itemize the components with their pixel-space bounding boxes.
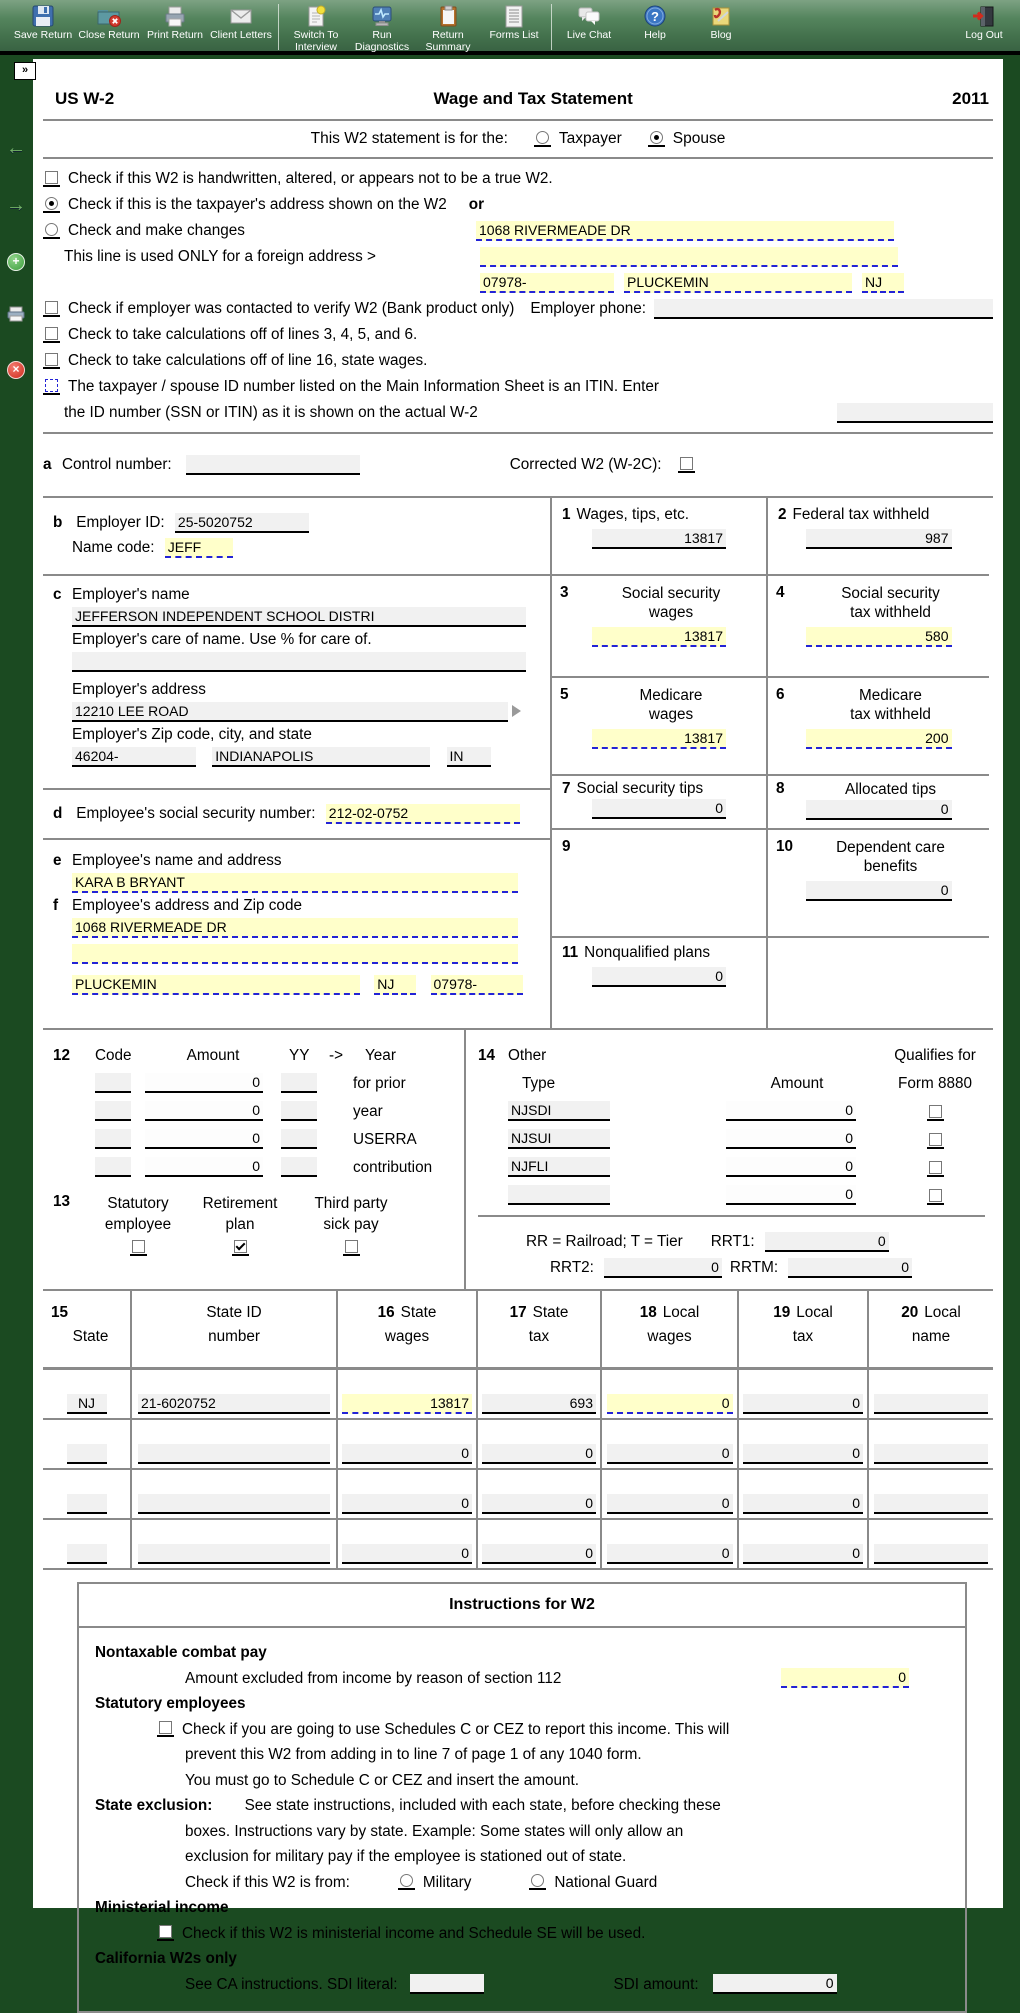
return-summary-button[interactable]: Return Summary bbox=[415, 3, 481, 54]
employer-phone-field[interactable] bbox=[654, 299, 993, 319]
state-wages-field[interactable]: 0 bbox=[342, 1494, 472, 1514]
box14-amount-field[interactable]: 0 bbox=[726, 1101, 856, 1121]
local-tax-field[interactable]: 0 bbox=[743, 1544, 863, 1564]
w2-address-field[interactable]: 1068 RIVERMEADE DR bbox=[476, 221, 894, 241]
calc-lines-checkbox[interactable] bbox=[43, 327, 60, 343]
statement-for-label: This W2 statement is for the: bbox=[310, 130, 508, 147]
logout-icon bbox=[954, 3, 1014, 30]
local-wages-field[interactable]: 0 bbox=[607, 1444, 733, 1464]
delete-form-icon[interactable]: × bbox=[5, 360, 27, 379]
employee-name-field[interactable]: KARA B BRYANT bbox=[72, 873, 518, 893]
interview-icon bbox=[283, 3, 349, 30]
itin-id-field[interactable] bbox=[837, 403, 993, 423]
box-4: 4 Social security tax withheld 580 bbox=[768, 576, 989, 678]
employee-address-field[interactable]: 1068 RIVERMEADE DR bbox=[72, 918, 518, 938]
state-field[interactable] bbox=[67, 1544, 107, 1564]
box1-wages-field[interactable]: 13817 bbox=[592, 529, 726, 549]
military-radio[interactable] bbox=[398, 1874, 415, 1890]
form-year: 2011 bbox=[952, 89, 989, 108]
spouse-option[interactable]: Spouse bbox=[648, 130, 726, 148]
rrt1-field[interactable]: 0 bbox=[765, 1232, 889, 1252]
box12-amount-field[interactable]: 0 bbox=[145, 1129, 263, 1149]
folder-close-icon bbox=[76, 3, 142, 30]
spouse-radio[interactable] bbox=[648, 131, 665, 147]
diagnostics-icon bbox=[349, 3, 415, 30]
state-local-table bbox=[43, 1291, 993, 1570]
box-13: 13 Statutory employee Retirement plan Third party sick pay bbox=[53, 1193, 464, 1256]
local-wages-field[interactable]: 0 bbox=[607, 1394, 733, 1414]
box-e-f: e Employee's name and address KARA B BRYANT f Employee's address and Zip code 1068 RIVERMEADE DR PLUCKEMIN NJ 07978- bbox=[43, 840, 550, 1026]
taxpayer-address-radio[interactable] bbox=[43, 197, 60, 213]
add-form-icon[interactable]: + bbox=[5, 252, 27, 271]
retirement-plan-option: Retirement plan bbox=[189, 1193, 291, 1256]
svg-text:?: ? bbox=[651, 9, 659, 24]
local-name-field[interactable] bbox=[874, 1494, 988, 1514]
box-d: d Employee's social security number: 212-02-0752 bbox=[43, 790, 550, 840]
help-button[interactable]: ? Help bbox=[622, 3, 688, 42]
w2-city-field[interactable]: PLUCKEMIN bbox=[624, 273, 852, 293]
nav-forward-icon[interactable]: → bbox=[6, 194, 26, 216]
box12-code-field[interactable] bbox=[95, 1101, 131, 1121]
toolbar-separator bbox=[278, 4, 279, 50]
rrt2-field[interactable]: 0 bbox=[604, 1258, 722, 1278]
name-code-field[interactable]: JEFF bbox=[165, 538, 233, 558]
local-name-field[interactable] bbox=[874, 1544, 988, 1564]
log-out-button[interactable]: Log Out bbox=[954, 3, 1014, 42]
itin-checkbox[interactable] bbox=[43, 379, 60, 395]
state-field[interactable] bbox=[67, 1494, 107, 1514]
local-tax-field[interactable]: 0 bbox=[743, 1394, 863, 1414]
box14-type-field[interactable]: NJSUI bbox=[508, 1129, 610, 1149]
railroad-section: RR = Railroad; T = Tier RRT1: 0 RRT2: 0 RRTM: 0 bbox=[478, 1215, 985, 1281]
sdi-amount-field[interactable]: 0 bbox=[713, 1974, 837, 1994]
employee-zip-field[interactable]: 07978- bbox=[431, 975, 523, 995]
handwritten-checkbox[interactable] bbox=[43, 171, 60, 187]
state-tax-field[interactable]: 0 bbox=[482, 1494, 596, 1514]
top-check-section: Check if this W2 is handwritten, altered, or appears not to be a true W2. Check if this is the taxpayer's address shown on the W2 or Check and make changes 1068 RIVERMEADE DR This line is used ONLY for a foreign address > 07978- PLUCKEMIN NJ Check if employer was contacted to verify W2 (Bank product only) Employer phone: Check to take calculations off of lines 3, 4, 5, and 6. Check to take calculations off of line 16, state wages. The taxpayer / spouse ID number listed on the Main Information Sheet is an ITIN. Enter the ID number (SSN or ITIN) as it is shown on the actual W-2 bbox=[33, 159, 1003, 432]
employer-city-field[interactable]: INDIANAPOLIS bbox=[212, 747, 430, 767]
taxpayer-radio[interactable] bbox=[534, 131, 551, 147]
print-page-icon[interactable] bbox=[5, 306, 27, 327]
california-heading: California W2s only bbox=[95, 1950, 237, 1967]
employee-state-field[interactable]: NJ bbox=[374, 975, 416, 995]
state-id-field[interactable] bbox=[138, 1444, 330, 1464]
box4-ss-tax-field[interactable]: 580 bbox=[806, 627, 952, 647]
box14-amount-field[interactable]: 0 bbox=[726, 1129, 856, 1149]
control-number-row: a Control number: Corrected W2 (W-2C): bbox=[33, 434, 1003, 496]
instructions-title: Instructions for W2 bbox=[79, 1584, 965, 1628]
employer-state-field[interactable]: IN bbox=[447, 747, 491, 767]
instructions-box: Instructions for W2 Nontaxable combat pay Amount excluded from income by reason of section 112 0 Statutory employees Check if you are going to use Schedules C or CEZ to report this income. This will prevent this W2 from adding in to line 7 of page 1 of any 1040 form. You must go to Schedule C or CEZ and insert the amount. State exclusion: See state instructions, included with each state, before checking these boxes. Instructions vary by state. Example: Some states will only allow an exclusion for military pay if the employee is stationed out of state. Check if this W2 is from: Military National Guard Ministerial income Check if this W2 is ministerial income and Schedule SE will be used. California W2s only See CA instructions. SDI literal: SDI amount: 0 bbox=[77, 1582, 967, 2013]
state-tax-field[interactable]: 0 bbox=[482, 1544, 596, 1564]
foreign-address-field[interactable] bbox=[480, 247, 898, 267]
box-11: 11 Nonqualified plans 0 bbox=[552, 938, 766, 1028]
box-7: 7 Social security tips 0 bbox=[552, 776, 766, 830]
box-9: 9 bbox=[552, 830, 766, 938]
form-id: US W-2 bbox=[55, 89, 115, 108]
forms-list-icon bbox=[481, 3, 547, 30]
w2-form bbox=[33, 59, 1003, 1993]
box12-yy-field[interactable] bbox=[281, 1157, 317, 1177]
save-return-button[interactable]: Save Return bbox=[10, 3, 76, 42]
local-name-field[interactable] bbox=[874, 1444, 988, 1464]
state-id-field[interactable]: 21-6020752 bbox=[138, 1394, 330, 1414]
state-id-field[interactable] bbox=[138, 1544, 330, 1564]
combat-pay-heading: Nontaxable combat pay bbox=[95, 1644, 267, 1661]
corrected-w2-checkbox[interactable] bbox=[678, 457, 695, 473]
form-header bbox=[33, 59, 1003, 119]
third-party-sick-pay-checkbox[interactable] bbox=[343, 1240, 360, 1256]
local-name-field[interactable] bbox=[874, 1394, 988, 1414]
box6-medicare-tax-field[interactable]: 200 bbox=[806, 729, 952, 749]
chat-icon bbox=[556, 3, 622, 30]
box12-code-field[interactable] bbox=[95, 1129, 131, 1149]
state-wages-field[interactable]: 0 bbox=[342, 1544, 472, 1564]
box14-type-field[interactable]: NJSDI bbox=[508, 1101, 610, 1121]
form-8880-checkbox[interactable] bbox=[927, 1161, 944, 1177]
save-icon bbox=[10, 3, 76, 30]
schedule-c-checkbox[interactable] bbox=[157, 1721, 174, 1737]
employer-contacted-checkbox[interactable] bbox=[43, 301, 60, 317]
local-wages-field[interactable]: 0 bbox=[607, 1494, 733, 1514]
box14-type-field[interactable]: NJFLI bbox=[508, 1157, 610, 1177]
w2-zip-field[interactable]: 07978- bbox=[480, 273, 614, 293]
state-field[interactable]: NJ bbox=[67, 1394, 107, 1414]
employer-care-of-field[interactable] bbox=[72, 652, 526, 672]
box14-amount-field[interactable]: 0 bbox=[726, 1157, 856, 1177]
third-party-sick-pay-option: Third party sick pay bbox=[291, 1193, 411, 1256]
box3-ss-wages-field[interactable]: 13817 bbox=[592, 627, 726, 647]
box7-ss-tips-field[interactable]: 0 bbox=[592, 799, 726, 819]
box-2: 2 Federal tax withheld 987 bbox=[768, 498, 989, 576]
box11-nonqualified-field[interactable]: 0 bbox=[592, 967, 726, 987]
help-icon bbox=[622, 3, 688, 30]
box-blank bbox=[768, 938, 989, 1028]
state-id-field[interactable] bbox=[138, 1494, 330, 1514]
employee-city-field[interactable]: PLUCKEMIN bbox=[72, 975, 360, 995]
control-number-field[interactable] bbox=[186, 455, 360, 475]
national-guard-radio[interactable] bbox=[529, 1874, 546, 1890]
retirement-plan-checkbox[interactable] bbox=[232, 1240, 249, 1256]
employer-name-field[interactable]: JEFFERSON INDEPENDENT SCHOOL DISTRI bbox=[72, 607, 526, 627]
close-return-button[interactable]: Close Return bbox=[76, 3, 142, 42]
form-8880-checkbox[interactable] bbox=[927, 1189, 944, 1205]
box10-dependent-care-field[interactable]: 0 bbox=[806, 881, 952, 901]
employer-zip-field[interactable]: 46204- bbox=[72, 747, 196, 767]
forms-list-button[interactable]: Forms List bbox=[481, 3, 547, 42]
box-6: 6 Medicare tax withheld 200 bbox=[768, 678, 989, 776]
make-changes-radio[interactable] bbox=[43, 223, 60, 239]
sidebar-expand-tab[interactable]: » bbox=[14, 62, 36, 80]
box12-yy-field[interactable] bbox=[281, 1129, 317, 1149]
employee-address2-field[interactable] bbox=[72, 944, 518, 964]
w2-state-field[interactable]: NJ bbox=[862, 273, 904, 293]
blog-icon bbox=[688, 3, 754, 30]
box12-amount-field[interactable]: 0 bbox=[145, 1073, 263, 1093]
employer-id-field[interactable]: 25-5020752 bbox=[175, 513, 309, 533]
ministerial-checkbox[interactable] bbox=[157, 1925, 174, 1941]
box12-yy-field[interactable] bbox=[281, 1101, 317, 1121]
box5-medicare-wages-field[interactable]: 13817 bbox=[592, 729, 726, 749]
form-title: Wage and Tax Statement bbox=[433, 89, 633, 108]
state-row bbox=[43, 1470, 993, 1520]
box14-type-field[interactable] bbox=[508, 1185, 610, 1205]
box-8: 8 Allocated tips 0 bbox=[768, 776, 989, 830]
state-row bbox=[43, 1420, 993, 1470]
box12-amount-field[interactable]: 0 bbox=[145, 1157, 263, 1177]
taxpayer-option[interactable]: Taxpayer bbox=[534, 130, 622, 148]
ministerial-heading: Ministerial income bbox=[95, 1899, 229, 1916]
box-10: 10 Dependent care benefits 0 bbox=[768, 830, 989, 938]
box-c: c Employer's name JEFFERSON INDEPENDENT SCHOOL DISTRI Employer's care of name. Use % for care of. Employer's address 12210 LEE ROAD Employer's Zip code, city, and state 46204- INDIANAPOLIS IN bbox=[43, 576, 550, 790]
form-8880-checkbox[interactable] bbox=[927, 1105, 944, 1121]
statutory-employee-option: Statutory employee bbox=[87, 1193, 189, 1256]
box8-allocated-tips-field[interactable]: 0 bbox=[806, 800, 952, 820]
print-return-button[interactable]: Print Return bbox=[142, 3, 208, 42]
statutory-employee-checkbox[interactable] bbox=[130, 1240, 147, 1256]
toolbar-separator bbox=[551, 4, 552, 50]
form-8880-checkbox[interactable] bbox=[927, 1133, 944, 1149]
box12-amount-field[interactable]: 0 bbox=[145, 1101, 263, 1121]
box-3: 3 Social security wages 13817 bbox=[552, 576, 766, 678]
nav-back-icon[interactable]: ← bbox=[6, 137, 26, 159]
box-1: 1 Wages, tips, etc. 13817 bbox=[552, 498, 766, 576]
state-tax-field[interactable]: 0 bbox=[482, 1444, 596, 1464]
blog-button[interactable]: Blog bbox=[688, 3, 754, 42]
box12-yy-field[interactable] bbox=[281, 1073, 317, 1093]
combat-pay-field[interactable]: 0 bbox=[781, 1668, 909, 1688]
box2-fed-tax-field[interactable]: 987 bbox=[806, 529, 952, 549]
box-b: b Employer ID: 25-5020752 Name code: JEFF bbox=[43, 498, 550, 576]
w2-box-grid bbox=[43, 496, 993, 1030]
section-12-13-14 bbox=[43, 1030, 993, 1291]
state-exclusion-heading: State exclusion: bbox=[95, 1797, 213, 1814]
envelope-icon bbox=[208, 3, 274, 30]
employer-address-field[interactable]: 12210 LEE ROAD bbox=[72, 702, 508, 722]
switch-to-interview-button[interactable]: Switch To Interview bbox=[283, 3, 349, 54]
calc-line16-checkbox[interactable] bbox=[43, 353, 60, 369]
box14-amount-field[interactable]: 0 bbox=[726, 1185, 856, 1205]
state-tax-field[interactable]: 693 bbox=[482, 1394, 596, 1414]
local-tax-field[interactable]: 0 bbox=[743, 1444, 863, 1464]
employee-ssn-field[interactable]: 212-02-0752 bbox=[326, 804, 520, 824]
box-14: 14 Other Qualifies for Type Amount Form 8880 NJSDI 0 NJSUI 0 NJFLI 0 0 RR = Railroad; T = Tier RRT1: 0 RRT2: 0 RRTM: 0 bbox=[464, 1030, 993, 1289]
state-field[interactable] bbox=[67, 1444, 107, 1464]
box12-code-field[interactable] bbox=[95, 1157, 131, 1177]
state-table-header: 15 State State ID number 16 State wages 17 State tax 18 Local wages 19 Local tax 20 Local name bbox=[43, 1291, 993, 1370]
box-12: 12 Code Amount YY -> Year 0 for prior 0 year 0 USERRA 0 contribution 13 Statutory employee Retirement plan Third party sick pay bbox=[43, 1030, 464, 1289]
local-tax-field[interactable]: 0 bbox=[743, 1494, 863, 1514]
live-chat-button[interactable]: Live Chat bbox=[556, 3, 622, 42]
sdi-literal-field[interactable] bbox=[410, 1974, 484, 1994]
box-5: 5 Medicare wages 13817 bbox=[552, 678, 766, 776]
state-row bbox=[43, 1370, 993, 1420]
box12-code-field[interactable] bbox=[95, 1073, 131, 1093]
statutory-heading: Statutory employees bbox=[95, 1695, 246, 1712]
state-wages-field[interactable]: 0 bbox=[342, 1444, 472, 1464]
local-wages-field[interactable]: 0 bbox=[607, 1544, 733, 1564]
run-diagnostics-button[interactable]: Run Diagnostics bbox=[349, 3, 415, 54]
state-row bbox=[43, 1520, 993, 1570]
rrtm-field[interactable]: 0 bbox=[788, 1258, 912, 1278]
state-wages-field[interactable]: 13817 bbox=[342, 1394, 472, 1414]
printer-icon bbox=[142, 3, 208, 30]
clipboard-icon bbox=[415, 3, 481, 30]
statement-for-row bbox=[33, 121, 1003, 157]
top-toolbar bbox=[0, 0, 1020, 55]
overflow-arrow-icon[interactable] bbox=[512, 705, 521, 717]
client-letters-button[interactable]: Client Letters bbox=[208, 3, 274, 42]
